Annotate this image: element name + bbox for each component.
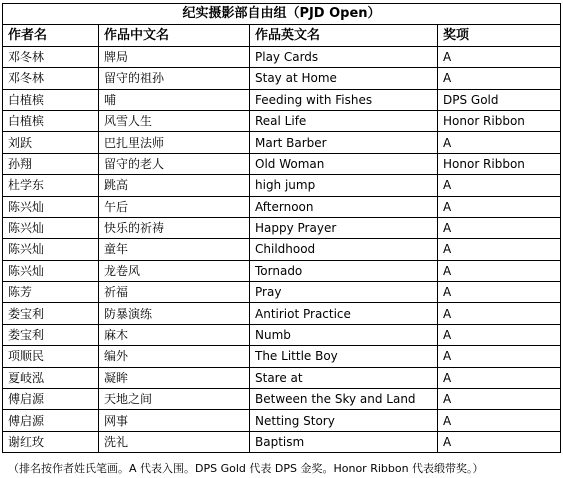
english-title-cell: Feeding with Fishes — [250, 89, 438, 110]
award-cell: A — [438, 367, 561, 388]
english-title-cell: Happy Prayer — [250, 217, 438, 238]
chinese-title-cell: 留守的祖孙 — [99, 68, 250, 89]
table-row — [3, 282, 561, 303]
chinese-title-cell: 网事 — [99, 410, 250, 431]
table-row — [3, 367, 561, 388]
table-row — [3, 431, 561, 452]
award-cell: A — [438, 46, 561, 67]
award-cell: A — [438, 303, 561, 324]
results-table — [2, 3, 561, 453]
award-cell: DPS Gold — [438, 89, 561, 110]
author-cell: 孙翔 — [3, 153, 99, 174]
table-row — [3, 196, 561, 217]
award-cell: A — [438, 431, 561, 452]
english-title-cell: Afternoon — [250, 196, 438, 217]
author-cell: 傅启源 — [3, 410, 99, 431]
author-cell: 谢红玫 — [3, 431, 99, 452]
author-cell: 邓冬林 — [3, 46, 99, 67]
chinese-title-cell: 风雪人生 — [99, 110, 250, 131]
results-sheet — [2, 3, 560, 475]
table-row — [3, 389, 561, 410]
chinese-title-cell: 编外 — [99, 346, 250, 367]
author-cell: 白植槟 — [3, 110, 99, 131]
award-cell: A — [438, 68, 561, 89]
award-cell: A — [438, 324, 561, 345]
english-title-cell: Netting Story — [250, 410, 438, 431]
english-title-cell: Baptism — [250, 431, 438, 452]
english-title-cell: Numb — [250, 324, 438, 345]
author-cell: 白植槟 — [3, 89, 99, 110]
award-cell: A — [438, 389, 561, 410]
author-cell: 夏岐泓 — [3, 367, 99, 388]
table-row — [3, 89, 561, 110]
english-title-cell: Mart Barber — [250, 132, 438, 153]
table-row — [3, 410, 561, 431]
author-cell: 项顺民 — [3, 346, 99, 367]
award-cell: A — [438, 260, 561, 281]
author-cell: 娄宝利 — [3, 324, 99, 345]
title-row — [3, 4, 561, 25]
award-cell: A — [438, 196, 561, 217]
chinese-title-cell: 跳高 — [99, 175, 250, 196]
author-cell: 杜学东 — [3, 175, 99, 196]
author-cell: 刘跃 — [3, 132, 99, 153]
chinese-title-cell: 洗礼 — [99, 431, 250, 452]
author-cell: 陈兴灿 — [3, 260, 99, 281]
english-title-cell: Real Life — [250, 110, 438, 131]
chinese-title-cell: 龙卷风 — [99, 260, 250, 281]
table-row — [3, 153, 561, 174]
table-row — [3, 303, 561, 324]
table-row — [3, 175, 561, 196]
table-row — [3, 68, 561, 89]
table-row — [3, 260, 561, 281]
english-title-cell: Between the Sky and Land — [250, 389, 438, 410]
author-cell: 陈兴灿 — [3, 196, 99, 217]
table-row — [3, 46, 561, 67]
table-title: 纪实摄影部自由组（PJD Open） — [3, 4, 561, 25]
table-row — [3, 217, 561, 238]
author-cell: 陈芳 — [3, 282, 99, 303]
english-title-cell: Pray — [250, 282, 438, 303]
author-cell: 傅启源 — [3, 389, 99, 410]
english-title-cell: Stare at — [250, 367, 438, 388]
table-row — [3, 239, 561, 260]
table-row — [3, 324, 561, 345]
header-author: 作者名 — [3, 25, 99, 46]
english-title-cell: Old Woman — [250, 153, 438, 174]
chinese-title-cell: 麻木 — [99, 324, 250, 345]
english-title-cell: high jump — [250, 175, 438, 196]
chinese-title-cell: 祈福 — [99, 282, 250, 303]
award-cell: A — [438, 346, 561, 367]
award-cell: A — [438, 132, 561, 153]
award-cell: A — [438, 410, 561, 431]
table-row — [3, 132, 561, 153]
table-row — [3, 110, 561, 131]
chinese-title-cell: 凝眸 — [99, 367, 250, 388]
chinese-title-cell: 天地之间 — [99, 389, 250, 410]
author-cell: 娄宝利 — [3, 303, 99, 324]
award-cell: A — [438, 175, 561, 196]
chinese-title-cell: 童年 — [99, 239, 250, 260]
award-cell: Honor Ribbon — [438, 110, 561, 131]
footnote: （排名按作者姓氏笔画。A 代表入围。DPS Gold 代表 DPS 金奖。Honor Ribbon 代表缎带奖。） — [8, 462, 484, 475]
table-row — [3, 346, 561, 367]
english-title-cell: Stay at Home — [250, 68, 438, 89]
table-body — [3, 46, 561, 452]
chinese-title-cell: 哺 — [99, 89, 250, 110]
award-cell: A — [438, 282, 561, 303]
english-title-cell: Play Cards — [250, 46, 438, 67]
english-title-cell: Tornado — [250, 260, 438, 281]
header-award: 奖项 — [438, 25, 561, 46]
chinese-title-cell: 留守的老人 — [99, 153, 250, 174]
header-row — [3, 25, 561, 46]
author-cell: 陈兴灿 — [3, 217, 99, 238]
english-title-cell: Antiriot Practice — [250, 303, 438, 324]
header-english-title: 作品英文名 — [250, 25, 438, 46]
chinese-title-cell: 午后 — [99, 196, 250, 217]
award-cell: A — [438, 217, 561, 238]
english-title-cell: The Little Boy — [250, 346, 438, 367]
english-title-cell: Childhood — [250, 239, 438, 260]
header-chinese-title: 作品中文名 — [99, 25, 250, 46]
chinese-title-cell: 防暴演练 — [99, 303, 250, 324]
chinese-title-cell: 快乐的祈祷 — [99, 217, 250, 238]
author-cell: 陈兴灿 — [3, 239, 99, 260]
chinese-title-cell: 巴扎里法师 — [99, 132, 250, 153]
award-cell: Honor Ribbon — [438, 153, 561, 174]
award-cell: A — [438, 239, 561, 260]
chinese-title-cell: 牌局 — [99, 46, 250, 67]
author-cell: 邓冬林 — [3, 68, 99, 89]
